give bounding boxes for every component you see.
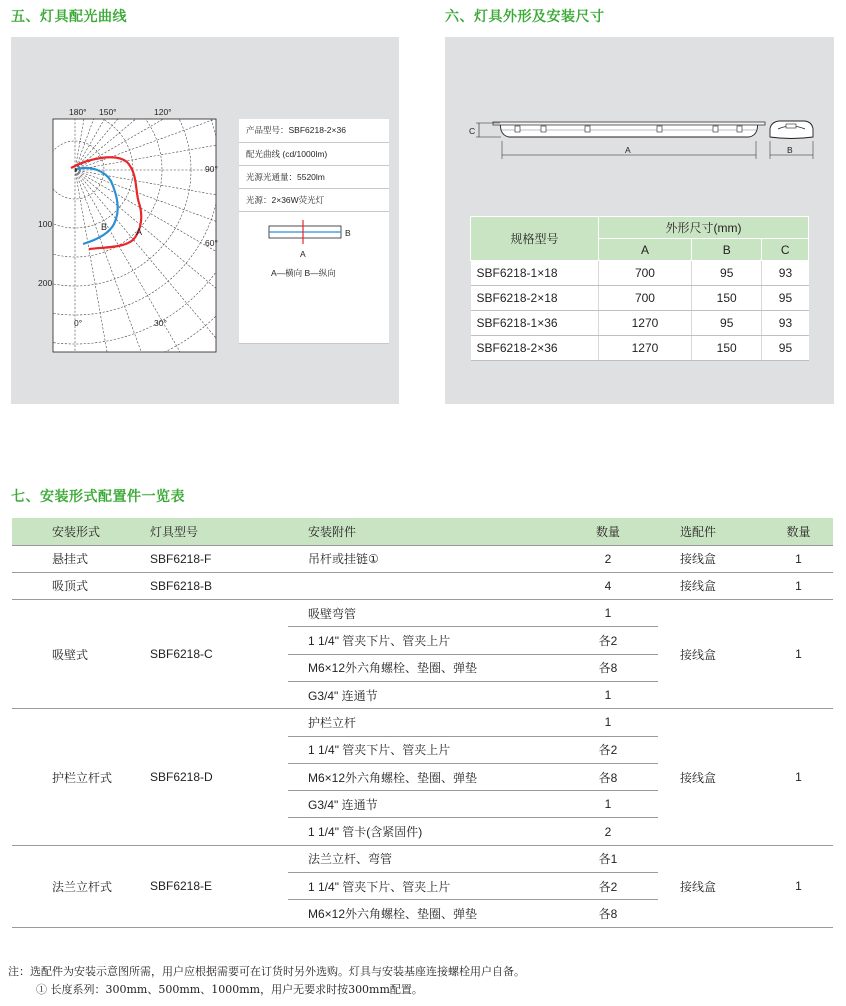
table-row [12,845,833,872]
install-model: SBF6218-F [130,545,288,572]
install-header-option-qty: 数量 [764,518,833,545]
install-header-type: 安装形式 [12,518,130,545]
spec-cell-c: 95 [762,286,809,311]
spec-header-a: A [599,239,692,261]
spec-header-model: 规格型号 [471,217,599,261]
angle-label-90: 90° [205,164,218,174]
info-source: 光源：2×36W荧光灯 [239,188,389,211]
install-option-qty: 1 [764,572,833,599]
section-7-title: 七、安装形式配置件一览表 [11,488,185,504]
install-qty: 各2 [558,873,658,900]
section-6-title: 六、灯具外形及安装尺寸 [445,8,605,24]
install-qty: 各1 [558,845,658,872]
install-option: 接线盒 [658,545,764,572]
install-option-qty: 1 [764,845,833,927]
spec-row [471,311,809,336]
dim-label-a: A [625,145,631,155]
install-type: 护栏立杆式 [12,709,130,845]
install-accessory: M6×12外六角螺栓、垫圈、弹垫 [288,763,558,790]
diagram-label-b: B [345,227,351,238]
intensity-label-100: 100 [38,219,53,229]
section-5-title: 五、灯具配光曲线 [11,8,127,24]
install-model: SBF6218-D [130,709,288,845]
install-qty: 1 [558,791,658,818]
table-row [12,545,833,572]
install-option: 接线盒 [658,845,764,927]
dim-label-b: B [787,145,793,155]
install-model: SBF6218-B [130,572,288,599]
install-model: SBF6218-C [130,600,288,709]
info-flux: 光源光通量：5520lm [239,165,389,188]
install-type: 吸壁式 [12,600,130,709]
curve-label-a: A [136,227,143,237]
lamp-end-view [770,121,813,159]
install-accessory: 吊杆或挂链① [288,545,558,572]
install-qty: 2 [558,818,658,845]
photometric-panel [11,37,399,404]
install-option-qty: 1 [764,600,833,709]
orientation-diagram-svg [239,212,389,344]
install-model: SBF6218-E [130,845,288,927]
install-accessory: M6×12外六角螺栓、垫圈、弹垫 [288,900,558,927]
install-option-qty: 1 [764,709,833,845]
dim-label-c: C [469,126,476,136]
install-qty: 4 [558,572,658,599]
table-bottom-rule-cell [12,927,833,928]
intensity-label-200: 200 [38,278,53,288]
install-accessory: 1 1/4" 管卡(含紧固件) [288,818,558,845]
note-line-2: ① 长度系列：300mm、500mm、1000mm，用户无要求时按300mm配置。 [36,983,423,996]
diagram-label-a: A [300,248,306,259]
spec-cell-b: 95 [691,261,762,286]
spec-cell-a: 700 [599,286,692,311]
install-option-qty: 1 [764,545,833,572]
spec-cell-a: 1270 [599,311,692,336]
install-header-accessory: 安装附件 [288,518,558,545]
table-row [12,709,833,736]
table-row [12,600,833,627]
install-accessory: 护栏立杆 [288,709,558,736]
spec-cell-a: 1270 [599,336,692,361]
spec-row [471,286,809,311]
install-table-body [12,545,833,928]
info-model: 产品型号：SBF6218-2×36 [239,119,389,142]
install-type: 吸顶式 [12,572,130,599]
install-qty: 1 [558,709,658,736]
install-option: 接线盒 [658,572,764,599]
spec-cell-c: 93 [762,311,809,336]
install-qty: 各2 [558,736,658,763]
spec-cell-b: 95 [691,311,762,336]
install-config-table [12,518,833,928]
spec-cell-model: SBF6218-1×36 [471,311,599,336]
table-row [12,572,833,599]
spec-row [471,261,809,286]
install-qty: 1 [558,600,658,627]
angle-label-30: 30° [154,318,167,328]
install-accessory: M6×12外六角螺栓、垫圈、弹垫 [288,654,558,681]
spec-cell-b: 150 [691,336,762,361]
lamp-drawing [445,37,834,207]
install-accessory: G3/4" 连通节 [288,791,558,818]
install-type: 法兰立杆式 [12,845,130,927]
spec-row [471,336,809,361]
spec-header-size: 外形尺寸(mm) [599,217,809,239]
info-curve: 配光曲线 (cd/1000lm) [239,142,389,165]
install-type: 悬挂式 [12,545,130,572]
install-header-option: 选配件 [658,518,764,545]
spec-cell-c: 95 [762,336,809,361]
angle-label-60: 60° [205,238,218,248]
dimension-spec-table [470,216,809,361]
install-accessory: 1 1/4" 管夹下片、管夹上片 [288,736,558,763]
spec-cell-model: SBF6218-2×18 [471,286,599,311]
install-qty: 各8 [558,763,658,790]
orientation-legend: A—横向 B—纵向 [271,267,336,278]
lamp-side-view [469,122,765,159]
install-accessory [288,572,558,599]
spec-header-b: B [691,239,762,261]
angle-label-180: 180° [69,107,87,117]
install-option: 接线盒 [658,709,764,845]
install-qty: 各8 [558,900,658,927]
orientation-diagram [239,211,389,343]
spec-cell-b: 150 [691,286,762,311]
install-qty: 2 [558,545,658,572]
spec-cell-a: 700 [599,261,692,286]
spec-cell-model: SBF6218-2×36 [471,336,599,361]
angle-label-150: 150° [99,107,117,117]
table-bottom-rule [12,927,833,928]
install-accessory: 吸壁弯管 [288,600,558,627]
install-accessory: 1 1/4" 管夹下片、管夹上片 [288,873,558,900]
install-option: 接线盒 [658,600,764,709]
install-qty: 1 [558,681,658,708]
spec-cell-c: 93 [762,261,809,286]
install-qty: 各8 [558,654,658,681]
install-header-model: 灯具型号 [130,518,288,545]
note-line-1: 注：选配件为安装示意图所需，用户应根据需要可在订货时另外选购。灯具与安装基座连接螺栓用户自备。 [8,965,525,978]
curve-label-b: B [101,222,108,232]
angle-label-120: 120° [154,107,172,117]
install-qty: 各2 [558,627,658,654]
spec-table-body [471,261,809,361]
photometric-info-table [239,119,389,344]
angle-label-0: 0° [74,318,83,328]
install-accessory: 1 1/4" 管夹下片、管夹上片 [288,627,558,654]
spec-cell-model: SBF6218-1×18 [471,261,599,286]
spec-header-c: C [762,239,809,261]
install-header-qty: 数量 [558,518,658,545]
install-accessory: G3/4" 连通节 [288,681,558,708]
install-accessory: 法兰立杆、弯管 [288,845,558,872]
